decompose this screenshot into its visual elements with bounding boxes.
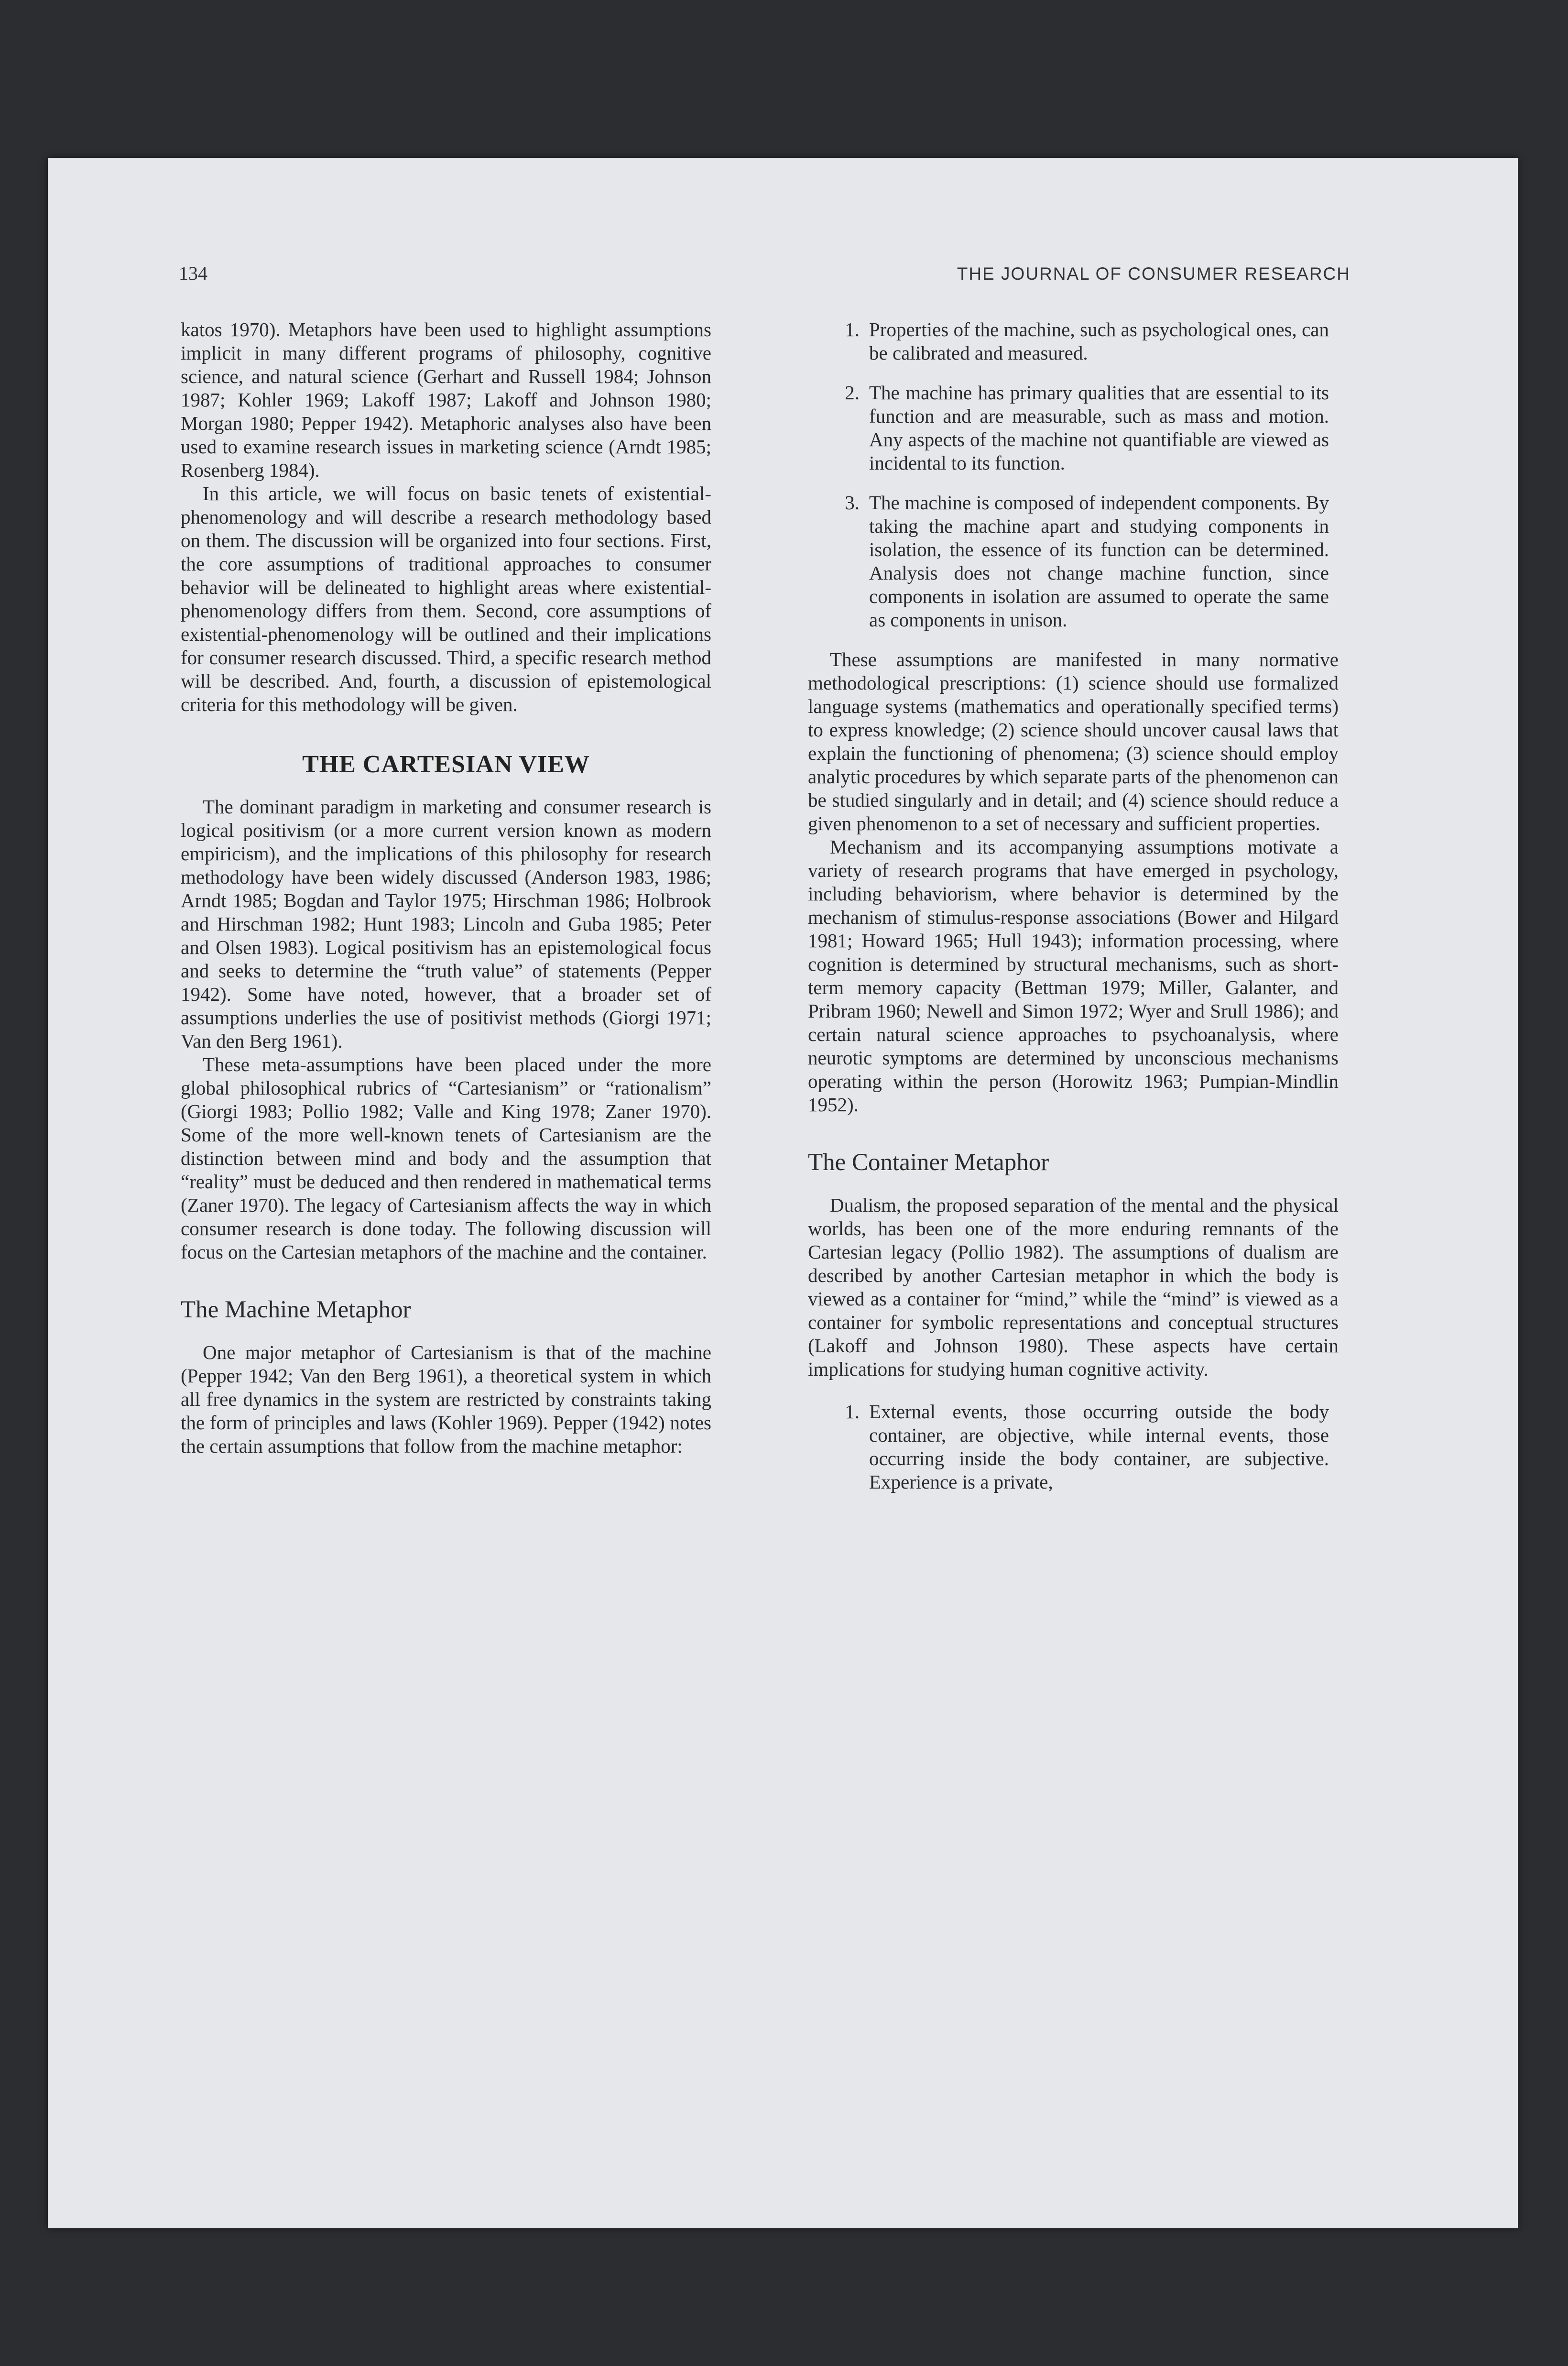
list-item-text: Properties of the machine, such as psychological ones, can be calibrated and measured. [869,318,1329,364]
section-title: THE CARTESIAN VIEW [302,751,590,778]
list-item [832,491,1339,632]
list-item-text: The machine is composed of independent components. By taking the machine apart and studying components in isolation, the essence of its function can be determined. Analysis does not change machine function, since components in isolation are assumed to operate the same as components in unison. [869,492,1329,631]
list-item-text: External events, those occurring outside the body container, are objective, while internal events, those occurring inside the body container, are subjective. Experience is a private, [869,1401,1329,1493]
running-head: THE JOURNAL OF CONSUMER RESEARCH [957,264,1350,284]
paragraph: Mechanism and its accompanying assumptions motivate a variety of research programs that have emerged in psychology, including behaviorism, where behavior is determined by the mechanism of stimulus-response associations (Bower and Hilgard 1981; Howard 1965; Hull 1943); information processing, where cognition is determined by structural mechanisms, such as short-term memory capacity (Bettman 1979; Miller, Galanter, and Pribram 1960; Newell and Simon 1972; Wyer and Srull 1986); and certain natural science approaches to psychoanalysis, where neurotic symptoms are determined by unconscious mechanisms operating within the person (Horowitz 1963; Pumpian-Mindlin 1952). [808,836,1339,1116]
list-item [832,318,1339,365]
left-column [181,318,711,1458]
list-item [832,1400,1339,1494]
list-item-text: The machine has primary qualities that are essential to its function and are measurable, such as mass and motion. Any aspects of the machine not quantifiable are viewed as incidental to its function. [869,382,1329,474]
paragraph: katos 1970). Metaphors have been used to highlight assumptions implicit in many different programs of philosophy, cognitive science, and natural science (Gerhart and Russell 1984; Johnson 1987; Kohler 1969; Lakoff 1987; Lakoff and Johnson 1980; Morgan 1980; Pepper 1942). Metaphoric analyses also have been used to examine research issues in marketing science (Arndt 1985; Rosenberg 1984). [181,318,711,481]
container-assumptions-list [832,1400,1339,1494]
paragraph: These assumptions are manifested in many normative methodological prescriptions: (1) science should use formalized language systems (mathematics and operationally specified terms) to express knowledge; (2) science should uncover causal laws that explain the functioning of phenomena; (3) science should employ analytic procedures by which separate parts of the phenomenon can be studied singularly and in detail; and (4) science should reduce a given phenomenon to a set of necessary and sufficient properties. [808,648,1339,834]
paragraph: These meta-assumptions have been placed under the more global philosophical rubrics of “Cartesianism” or “rationalism” (Giorgi 1983; Pollio 1982; Valle and King 1978; Zaner 1970). Some of the more well-known tenets of Cartesianism are the distinction between mind and body and the assumption that “reality” must be deduced and then rendered in mathematical terms (Zaner 1970). The legacy of Cartesianism affects the way in which consumer research is done today. The following discussion will focus on the Cartesian metaphors of the machine and the container. [181,1053,711,1263]
paragraph: The dominant paradigm in marketing and consumer research is logical positivism (or a more current version known as modern empiricism), and the implications of this philosophy for research methodology have been widely discussed (Anderson 1983, 1986; Arndt 1985; Bogdan and Taylor 1975; Hirschman 1986; Holbrook and Hirschman 1982; Hunt 1983; Lincoln and Guba 1985; Peter and Olsen 1983). Logical positivism has an epistemological focus and seeks to determine the “truth value” of statements (Pepper 1942). Some have noted, however, that a broader set of assumptions underlies the use of positivist methods (Giorgi 1971; Van den Berg 1961). [181,796,711,1052]
right-column [808,318,1339,1510]
paragraph: In this article, we will focus on basic tenets of existential-phenomenology and will describe a research methodology based on them. The discussion will be organized into four sections. First, the core assumptions of traditional approaches to consumer behavior will be delineated to highlight areas where existential-phenomenology differs from them. Second, core assumptions of existential-phenomenology will be outlined and their implications for consumer research discussed. Third, a specific research method will be described. And, fourth, a discussion of epistemological criteria for this methodology will be given. [181,482,711,715]
list-item-number: 3. [845,492,860,514]
page-number: 134 [179,263,207,284]
list-item-number: 2. [845,382,860,404]
list-item-number: 1. [845,1401,860,1423]
paragraph: Dualism, the proposed separation of the mental and the physical worlds, has been one of the more enduring remnants of the Cartesian legacy (Pollio 1982). The assumptions of dualism are described by another Cartesian metaphor in which the body is viewed as a container for “mind,” while the “mind” is viewed as a container for symbolic representations and conceptual structures (Lakoff and Johnson 1980). These aspects have certain implications for studying human cognitive activity. [808,1194,1339,1380]
list-item [832,381,1339,475]
list-item-number: 1. [845,318,860,340]
subsection-heading: The Container Metaphor [808,1149,1049,1176]
paragraph: One major metaphor of Cartesianism is that of the machine (Pepper 1942; Van den Berg 1961), a theoretical system in which all free dynamics in the system are restricted by constraints taking the form of principles and laws (Kohler 1969). Pepper (1942) notes the certain assumptions that follow from the machine metaphor: [181,1341,711,1457]
machine-assumptions-list [832,318,1339,632]
subsection-heading: The Machine Metaphor [181,1296,411,1323]
